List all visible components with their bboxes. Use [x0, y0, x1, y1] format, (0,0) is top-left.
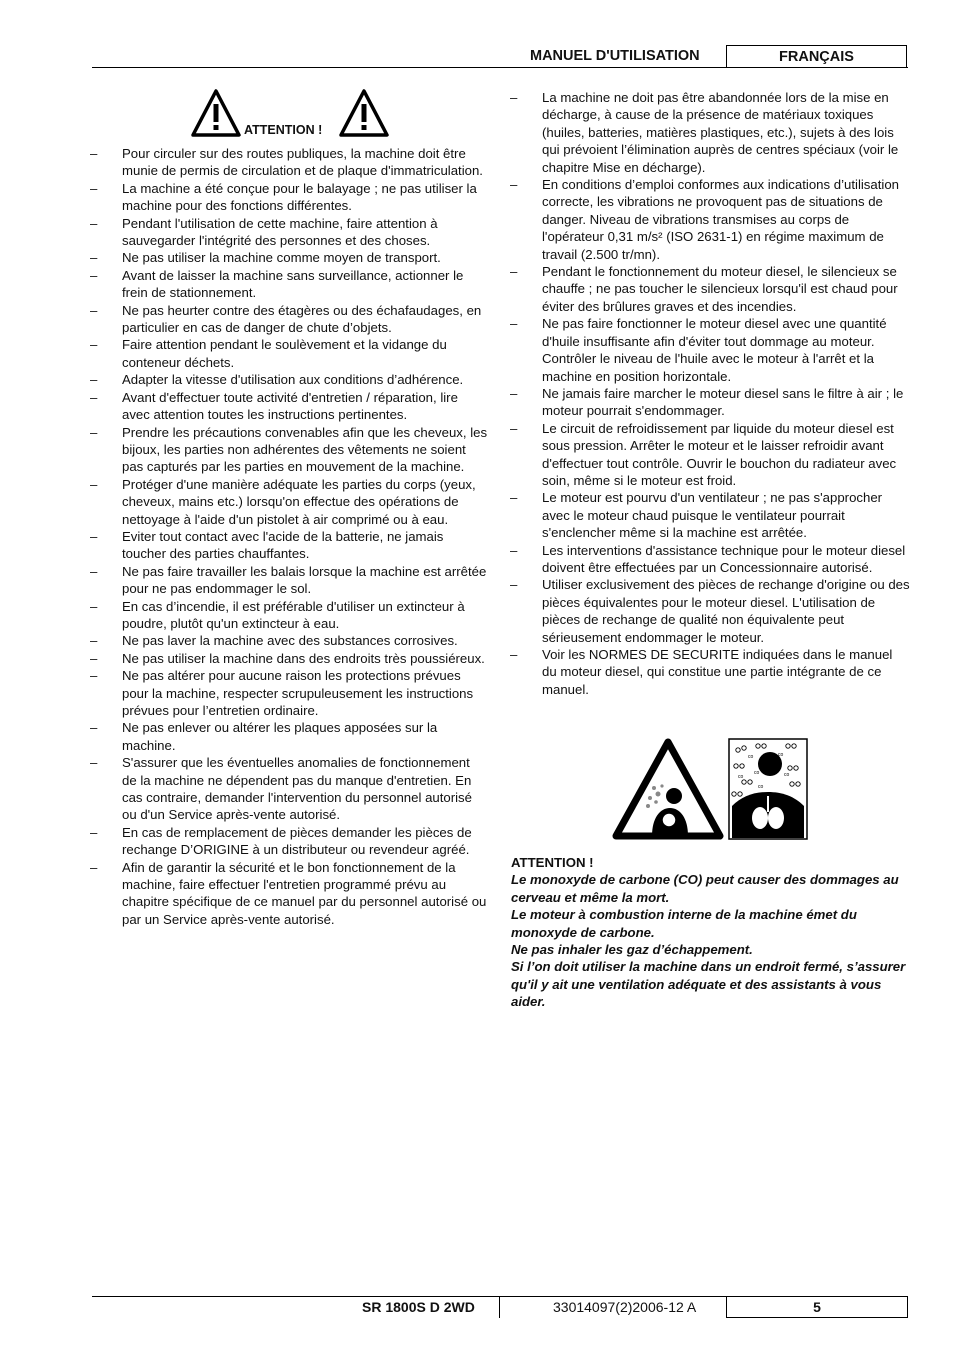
- list-item: – Le moteur est pourvu d'un ventilateur ; ne pas s'approcher avec le moteur chaud puisque le ventilateur pourrait s'enclencher même si la machine est arrêtée.: [510, 489, 910, 541]
- co-warning-line: Ne pas inhaler les gaz d’échappement.: [511, 942, 753, 958]
- list-item: – Ne pas enlever ou altérer les plaques apposées sur la machine.: [90, 719, 488, 754]
- list-item: – Ne pas utiliser la machine comme moyen de transport.: [90, 249, 488, 266]
- list-item: – Pendant le fonctionnement du moteur diesel, le silencieux se chauffe ; ne pas toucher le silencieux lorsqu'il est chaud pour éviter des brûlures graves et des incendies.: [510, 263, 910, 315]
- warning-triangle-icon: [190, 88, 242, 138]
- co-inhalation-icon: [728, 738, 808, 840]
- co-warning: [511, 854, 911, 1011]
- safety-list-left: [90, 145, 488, 928]
- list-item: – Les interventions d'assistance technique pour le moteur diesel doivent être effectuées par un Concessionnaire autorisé.: [510, 542, 910, 577]
- list-item: – Protéger d'une manière adéquate les parties du corps (yeux, cheveux, mains etc.) lorsqu'on effectue des opérations de nettoyage à l'aide d'un pistolet à air comprimé ou à eau.: [90, 476, 488, 528]
- co-marking: co: [758, 784, 764, 790]
- toxic-fumes-warning-icon: [612, 738, 724, 840]
- list-item: – La machine ne doit pas être abandonnée lors de la mise en décharge, à cause de la présence de matériaux toxiques (huiles, batteries, matières plastiques, etc.), sujets à des lois qui prévoient l’élimination auprès de centres spéciaux (voir le chapitre Mise en décharge).: [510, 89, 910, 176]
- list-item: – En cas de remplacement de pièces demander les pièces de rechange D’ORIGINE à un distributeur ou revendeur agréé.: [90, 824, 488, 859]
- document-code: 33014097(2)2006-12 A: [553, 1299, 697, 1315]
- list-item: – Prendre les précautions convenables afin que les cheveux, les bijoux, les parties non adhérentes des vêtements ne soient pas capturés par les parties en mouvement de la machine.: [90, 424, 488, 476]
- list-item: – Ne pas altérer pour aucune raison les protections prévues pour la machine, respecter scrupuleusement les instructions prévues pour l’entretien ordinaire.: [90, 667, 488, 719]
- list-item: – Avant d'effectuer toute activité d'entretien / réparation, lire avec attention toutes les instructions pertinentes.: [90, 389, 488, 424]
- list-item: – Ne jamais faire marcher le moteur diesel sans le filtre à air ; le moteur pourrait s'endommager.: [510, 385, 910, 420]
- warning-triangle-icon: [338, 88, 390, 138]
- co-pictograms: [612, 738, 808, 840]
- co-marking: co: [784, 772, 790, 778]
- co-warning-line: Le moteur à combustion interne de la machine émet du monoxyde de carbone.: [511, 907, 857, 940]
- language-box: FRANÇAIS: [726, 45, 907, 67]
- list-item: – Adapter la vitesse d'utilisation aux conditions d’adhérence.: [90, 371, 488, 388]
- left-column: [90, 145, 488, 928]
- right-column: [510, 89, 910, 698]
- co-marking: co: [738, 774, 744, 780]
- list-item: – Eviter tout contact avec l'acide de la batterie, ne jamais toucher des parties chauffantes.: [90, 528, 488, 563]
- list-item: – Faire attention pendant le soulèvement et la vidange du conteneur déchets.: [90, 336, 488, 371]
- co-warning-heading: ATTENTION !: [511, 855, 594, 870]
- page-number: 5: [726, 1296, 908, 1318]
- co-warning-line: Le monoxyde de carbone (CO) peut causer des dommages au cerveau et même la mort.: [511, 872, 899, 905]
- footer-divider: [499, 1296, 500, 1318]
- list-item: – En conditions d’emploi conformes aux indications d’utilisation correcte, les vibrations ne provoquent pas de situations de danger. Niveau de vibrations transmises au corps de l'opérateur 0,31 m/s² (ISO 2631-1) en régime maximum de travail (2.500 tr/mn).: [510, 176, 910, 263]
- attention-heading: [190, 88, 390, 138]
- list-item: – Pour circuler sur des routes publiques, la machine doit être munie de permis de circulation et de plaque d'immatriculation.: [90, 145, 488, 180]
- list-item: – Ne pas utiliser la machine dans des endroits très poussiéreux.: [90, 650, 488, 667]
- list-item: – Ne pas faire fonctionner le moteur diesel avec une quantité d'huile insuffisante afin d'éviter tout dommage au moteur. Contrôler le niveau de l'huile avec le moteur à l'arrêt et la machine en position horizontale.: [510, 315, 910, 385]
- list-item: – Voir les NORMES DE SECURITE indiquées dans le manuel du moteur diesel, qui constitue une partie intégrante de ce manuel.: [510, 646, 910, 698]
- model-name: SR 1800S D 2WD: [362, 1299, 475, 1315]
- list-item: – S'assurer que les éventuelles anomalies de fonctionnement de la machine ne dépendent pas du manque d'entretien. En cas contraire, demander l'intervention du personnel autorisé ou d'un Service après-vente autorisé.: [90, 754, 488, 824]
- co-warning-line: Si l’on doit utiliser la machine dans un endroit fermé, s’assurer qu'il y ait une ventilation adéquate et des assistants à vous aider.: [511, 959, 906, 1010]
- manual-title: MANUEL D'UTILISATION: [530, 48, 700, 64]
- header-rule: [92, 67, 908, 68]
- list-item: – Pendant l'utilisation de cette machine, faire attention à sauvegarder l'intégrité des personnes et des choses.: [90, 215, 488, 250]
- co-marking: co: [778, 752, 784, 758]
- list-item: – En cas d’incendie, il est préférable d'utiliser un extincteur à poudre, plutôt qu'un extincteur à eau.: [90, 598, 488, 633]
- list-item: – Afin de garantir la sécurité et le bon fonctionnement de la machine, faire effectuer l'entretien programmé prévu au chapitre spécifique de ce manuel par du personnel autorisé ou par un Service après-vente autorisé.: [90, 859, 488, 929]
- list-item: – Ne pas laver la machine avec des substances corrosives.: [90, 632, 488, 649]
- co-marking: co: [754, 770, 760, 776]
- list-item: – Ne pas heurter contre des étagères ou des échafaudages, en particulier en cas de danger de chute d’objets.: [90, 302, 488, 337]
- list-item: – Le circuit de refroidissement par liquide du moteur diesel est sous pression. Arrêter le moteur et le laisser refroidir avant d'effectuer tout contrôle. Ouvrir le bouchon du radiateur avec soin, même si le moteur est froid.: [510, 420, 910, 490]
- safety-list-right: [510, 89, 910, 698]
- list-item: – Utiliser exclusivement des pièces de rechange d'origine ou des pièces équivalentes pour le moteur diesel. L'utilisation de pièces de rechange de qualité non équivalente peut sérieusement endommager le moteur.: [510, 576, 910, 646]
- co-marking: co: [748, 754, 754, 760]
- list-item: – La machine a été conçue pour le balayage ; ne pas utiliser la machine pour des fonctions différentes.: [90, 180, 488, 215]
- list-item: – Avant de laisser la machine sans surveillance, actionner le frein de stationnement.: [90, 267, 488, 302]
- list-item: – Ne pas faire travailler les balais lorsque la machine est arrêtée pour ne pas endommager le sol.: [90, 563, 488, 598]
- attention-label: ATTENTION !: [244, 123, 323, 137]
